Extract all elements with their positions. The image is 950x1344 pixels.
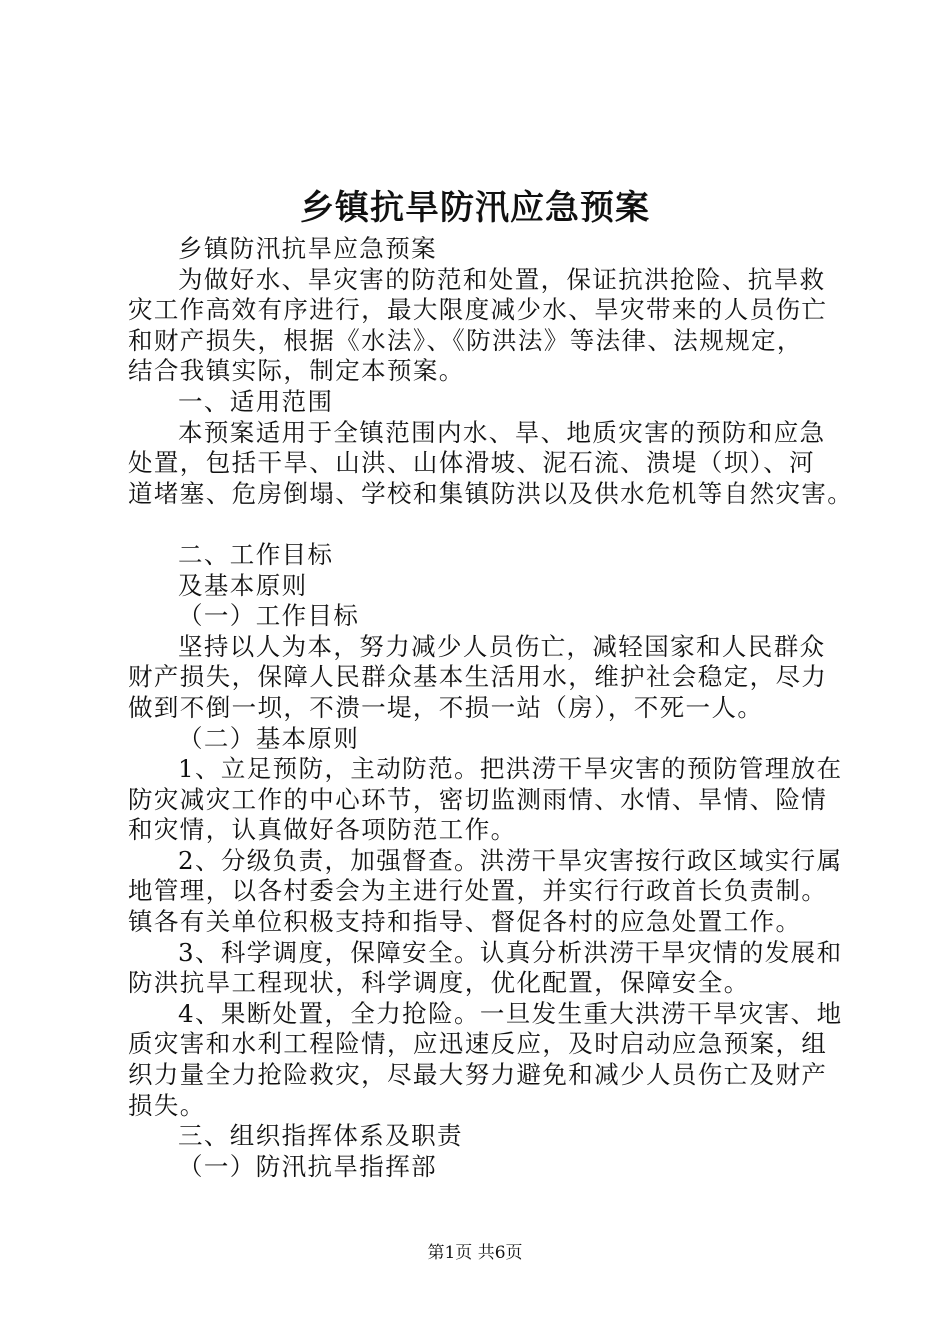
blank-line <box>128 509 840 540</box>
document-body <box>128 234 854 1182</box>
paragraph-line: 做到不倒一坝，不溃一堤，不损一站（房），不死一人。 <box>128 692 764 722</box>
paragraph-line: 本预案适用于全镇范围内水、旱、地质灾害的预防和应急 <box>178 417 826 447</box>
paragraph-line: 地管理，以各村委会为主进行处置，并实行行政首长负责制。 <box>128 876 828 906</box>
paragraph-line: 和灾情，认真做好各项防范工作。 <box>128 815 517 845</box>
paragraph-line: 处置，包括干旱、山洪、山体滑坡、泥石流、溃堤（坝）、河 <box>128 448 816 478</box>
page-footer: 第1页 共6页 <box>427 1243 523 1263</box>
paragraph-line: 质灾害和水利工程险情，应迅速反应，及时启动应急预案，组 <box>128 1029 828 1059</box>
paragraph-line: 防洪抗旱工程现状，科学调度，优化配置，保障安全。 <box>128 968 750 998</box>
subsection-heading: （二）基本原则 <box>178 723 360 753</box>
paragraph-line: 灾工作高效有序进行，最大限度减少水、旱灾带来的人员伤亡 <box>128 295 828 325</box>
paragraph-line: 乡镇防汛抗旱应急预案 <box>178 234 437 263</box>
paragraph-line: 2、分级负责，加强督查。洪涝干旱灾害按行政区域实行属 <box>178 845 843 875</box>
paragraph-line: 坚持以人为本，努力减少人员伤亡，减轻国家和人民群众 <box>178 631 826 661</box>
paragraph-line: 织力量全力抢险救灾，尽最大努力避免和减少人员伤亡及财产 <box>128 1060 828 1090</box>
subsection-heading: （一）工作目标 <box>178 601 360 631</box>
paragraph-line: 和财产损失，根据《水法》、《防洪法》等法律、法规规定， <box>128 325 803 355</box>
section-heading: 二、工作目标 <box>178 539 334 569</box>
section-heading: 三、组织指挥体系及职责 <box>178 1121 463 1151</box>
paragraph-line: 为做好水、旱灾害的防范和处置，保证抗洪抢险、抗旱救 <box>178 264 826 294</box>
paragraph-line: 道堵塞、危房倒塌、学校和集镇防洪以及供水危机等自然灾害。 <box>128 478 854 508</box>
document-title: 乡镇抗旱防汛应急预案 <box>300 188 650 228</box>
section-heading: 一、适用范围 <box>178 386 334 416</box>
paragraph-line: 损失。 <box>128 1090 206 1120</box>
paragraph-line: 结合我镇实际，制定本预案。 <box>128 356 465 386</box>
paragraph-line: 镇各有关单位积极支持和指导、督促各村的应急处置工作。 <box>128 907 802 937</box>
paragraph-line: 1、立足预防，主动防范。把洪涝干旱灾害的预防管理放在 <box>178 754 843 784</box>
paragraph-line: 财产损失，保障人民群众基本生活用水，维护社会稳定，尽力 <box>128 662 828 692</box>
paragraph-line: 3、科学调度，保障安全。认真分析洪涝干旱灾情的发展和 <box>178 937 843 967</box>
section-heading: 及基本原则 <box>178 570 308 600</box>
paragraph-line: 防灾减灾工作的中心环节，密切监测雨情、水情、旱情、险情 <box>128 784 828 814</box>
paragraph-line: 4、果断处置，全力抢险。一旦发生重大洪涝干旱灾害、地 <box>178 998 843 1028</box>
subsection-heading: （一）防汛抗旱指挥部 <box>178 1151 437 1181</box>
